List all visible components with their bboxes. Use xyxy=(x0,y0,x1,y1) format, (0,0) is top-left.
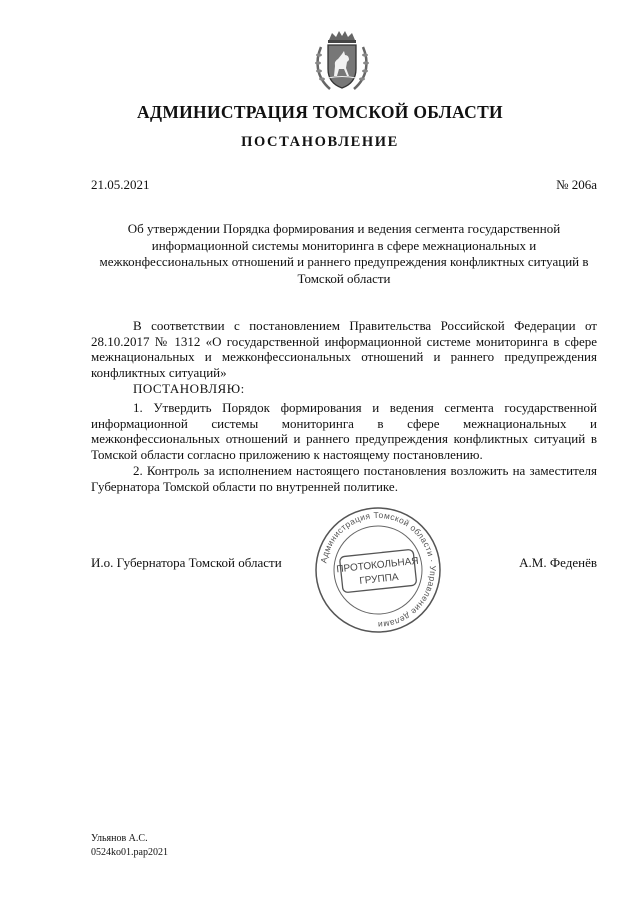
organization-name: АДМИНИСТРАЦИЯ ТОМСКОЙ ОБЛАСТИ xyxy=(137,102,503,122)
stamp-inner-line-2: ГРУППА xyxy=(358,571,400,587)
stamp-inner-line-1: ПРОТОКОЛЬНАЯ xyxy=(335,555,420,576)
stamp-outer-text: Администрация Томской области · Управление делами xyxy=(318,509,439,631)
signatory-name: А.М. Феденёв xyxy=(519,555,597,570)
document-date: 21.05.2021 xyxy=(91,177,150,192)
executor-name: Ульянов А.С. xyxy=(91,833,148,844)
footer xyxy=(91,832,168,860)
document-type: ПОСТАНОВЛЕНИЕ xyxy=(241,134,399,150)
decree-word: ПОСТАНОВЛЯЮ: xyxy=(133,381,245,396)
signatory-position: И.о. Губернатора Томской области xyxy=(91,555,282,570)
document-title: Об утверждении Порядка формирования и ведения сегмента государственной информационной системы мониторинга в сфере межнациональных и межконфессиональных отношений и раннего предупреждения конфликтных ситуаций в Томской области xyxy=(99,221,589,286)
file-code: 0524ko01.pap2021 xyxy=(91,847,168,858)
decree-item-1: 1. Утвердить Порядок формирования и ведения сегмента государственной информационной системы мониторинга в сфере межнациональных и межконфессиональных отношений и раннего предупреждения конфликтных ситуаций в Томской области согласно приложению к настоящему постановлению. xyxy=(91,400,597,462)
tomsk-coat-of-arms-icon xyxy=(312,31,372,93)
decree-item-2: 2. Контроль за исполнением настоящего постановления возложить на заместителя Губернатора Томской области по внутренней политике. xyxy=(91,463,597,494)
official-stamp xyxy=(313,505,443,635)
document-number: № 206а xyxy=(556,177,597,192)
preamble-paragraph: В соответствии с постановлением Правительства Российской Федерации от 28.10.2017 № 1312 «О государственной информационной системе мониторинга в сфере межнациональных и межконфессиональных отношений и раннего предупреждения конфликтных ситуаций» xyxy=(91,318,597,380)
